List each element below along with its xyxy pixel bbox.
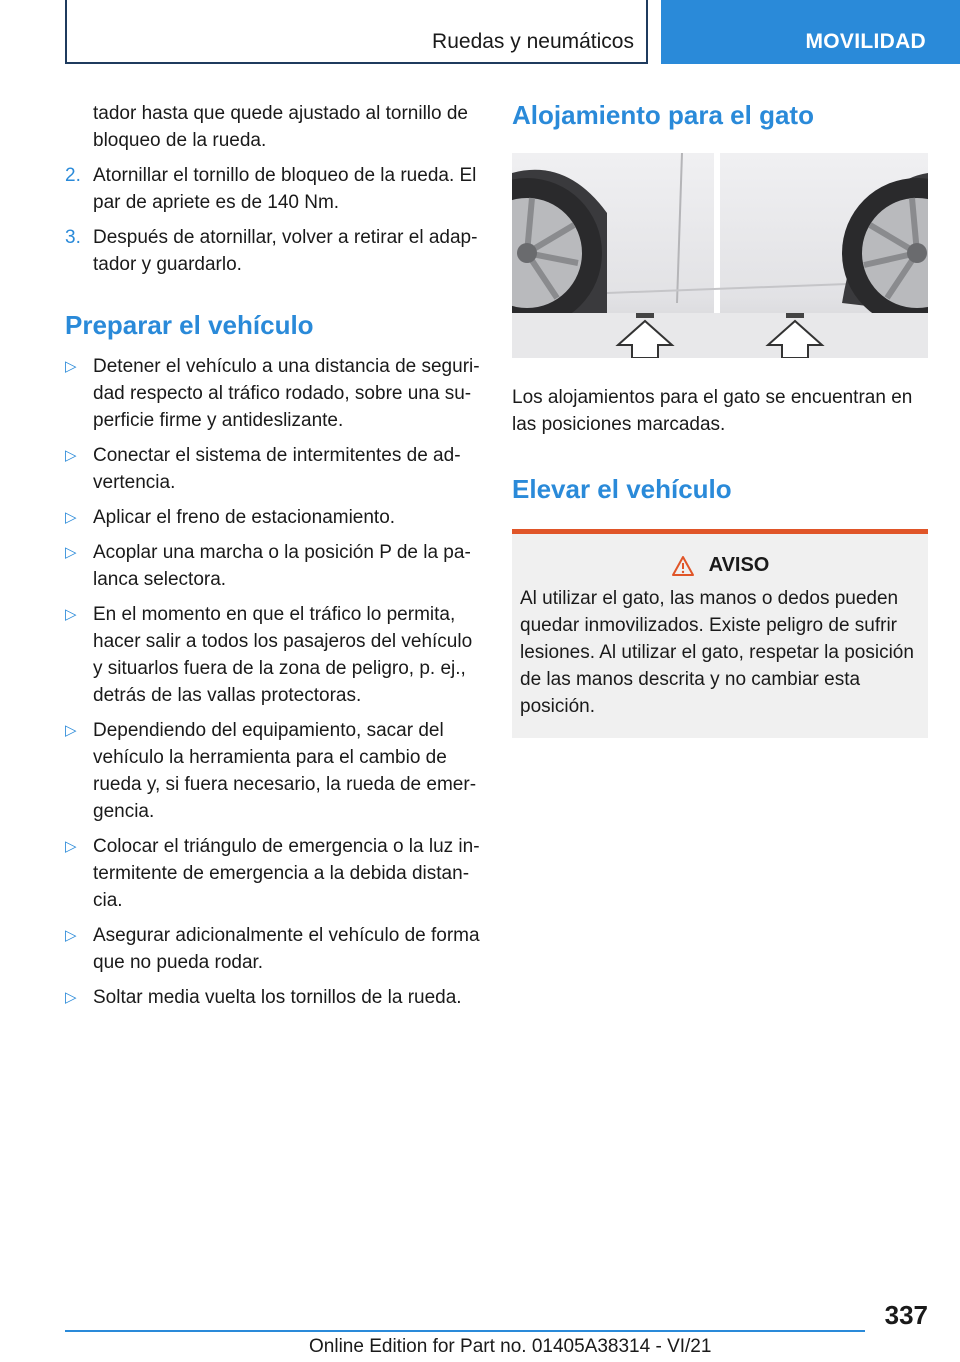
preparation-list <box>65 353 480 1011</box>
step-item <box>65 162 480 216</box>
list-item-text: Colocar el triángulo de emergencia o la luz intermitente de emergencia a la debida distancia. <box>93 836 480 911</box>
heading-jack-points: Alojamiento para el gato <box>512 100 814 130</box>
intro-text: tador hasta que quede ajustado al tornillo de bloqueo de la rueda. <box>93 103 468 151</box>
step-number: 2. <box>65 165 81 186</box>
step-item <box>65 224 480 278</box>
list-item <box>65 504 480 531</box>
list-item-text: Acoplar una marcha o la posición P de la palanca selectora. <box>93 542 471 590</box>
step-text: Después de atornillar, volver a retirar el adaptador y guardarlo. <box>93 227 478 275</box>
step-text: Atornillar el tornillo de bloqueo de la rueda. El par de apriete es de 140 Nm. <box>93 165 477 213</box>
list-item-text: Detener el vehículo a una distancia de seguridad respecto al tráfico rodado, sobre una superficie firme y antideslizante. <box>93 356 480 431</box>
list-item-text: Conectar el sistema de intermitentes de advertencia. <box>93 445 461 493</box>
header-section-box <box>65 0 648 64</box>
list-item-text: Soltar media vuelta los tornillos de la rueda. <box>93 987 462 1008</box>
list-item <box>65 717 480 825</box>
heading-prepare-vehicle: Preparar el vehículo <box>65 310 314 340</box>
section-title: Ruedas y neumáticos <box>432 30 634 53</box>
jack-point-right <box>786 313 804 318</box>
list-item-text: Asegurar adicionalmente el vehículo de forma que no pueda rodar. <box>93 925 480 973</box>
triangle-bullet-icon: ▷ <box>65 358 77 375</box>
page-number: 337 <box>884 1300 928 1330</box>
figure-caption: Los alojamientos para el gato se encuentran en las posiciones marcadas. <box>512 387 913 435</box>
list-item <box>65 833 480 914</box>
left-hub <box>517 243 537 263</box>
list-item <box>65 601 480 709</box>
warning-header <box>520 554 920 577</box>
warning-title: AVISO <box>708 554 770 576</box>
intro-continuation <box>65 100 480 154</box>
warning-box <box>512 529 928 738</box>
triangle-bullet-icon: ▷ <box>65 447 77 464</box>
triangle-bullet-icon: ▷ <box>65 838 77 855</box>
chapter-tab[interactable]: MOVILIDAD <box>661 0 960 64</box>
list-item <box>65 353 480 434</box>
triangle-bullet-icon: ▷ <box>65 509 77 526</box>
warning-triangle-icon <box>671 555 695 577</box>
left-column <box>65 100 480 1019</box>
floor <box>512 313 928 358</box>
list-item-text: Dependiendo del equipamiento, sacar del vehículo la herramienta para el cambio de rueda y, si fuera necesario, la rueda de emergencia. <box>93 720 477 822</box>
car-side-illustration <box>512 153 928 358</box>
triangle-bullet-icon: ▷ <box>65 989 77 1006</box>
triangle-bullet-icon: ▷ <box>65 544 77 561</box>
footer-edition: Online Edition for Part no. 01405A38314 - VI/21 <box>309 1336 712 1357</box>
triangle-bullet-icon: ▷ <box>65 606 77 623</box>
list-item <box>65 442 480 496</box>
warning-text: Al utilizar el gato, las manos o dedos pueden quedar inmovilizados. Existe peligro de sufrir lesiones. Al utilizar el gato, respetar la posición de las manos descrita y no cambiar esta posición. <box>520 588 914 717</box>
jack-point-left <box>636 313 654 318</box>
triangle-bullet-icon: ▷ <box>65 722 77 739</box>
list-item <box>65 539 480 593</box>
footer-divider <box>65 1330 865 1332</box>
triangle-bullet-icon: ▷ <box>65 927 77 944</box>
heading-raise-vehicle: Elevar el vehículo <box>512 474 732 504</box>
right-column <box>512 100 928 738</box>
list-item <box>65 984 480 1011</box>
list-item-text: En el momento en que el tráfico lo permita, hacer salir a todos los pasajeros del vehículo y situarlos fuera de la zona de peligro, p. ej., detrás de las vallas protectoras. <box>93 604 473 706</box>
list-item-text: Aplicar el freno de estacionamiento. <box>93 507 396 528</box>
list-item <box>65 922 480 976</box>
jack-points-illustration <box>512 153 928 358</box>
step-number: 3. <box>65 227 81 248</box>
right-hub <box>907 243 927 263</box>
